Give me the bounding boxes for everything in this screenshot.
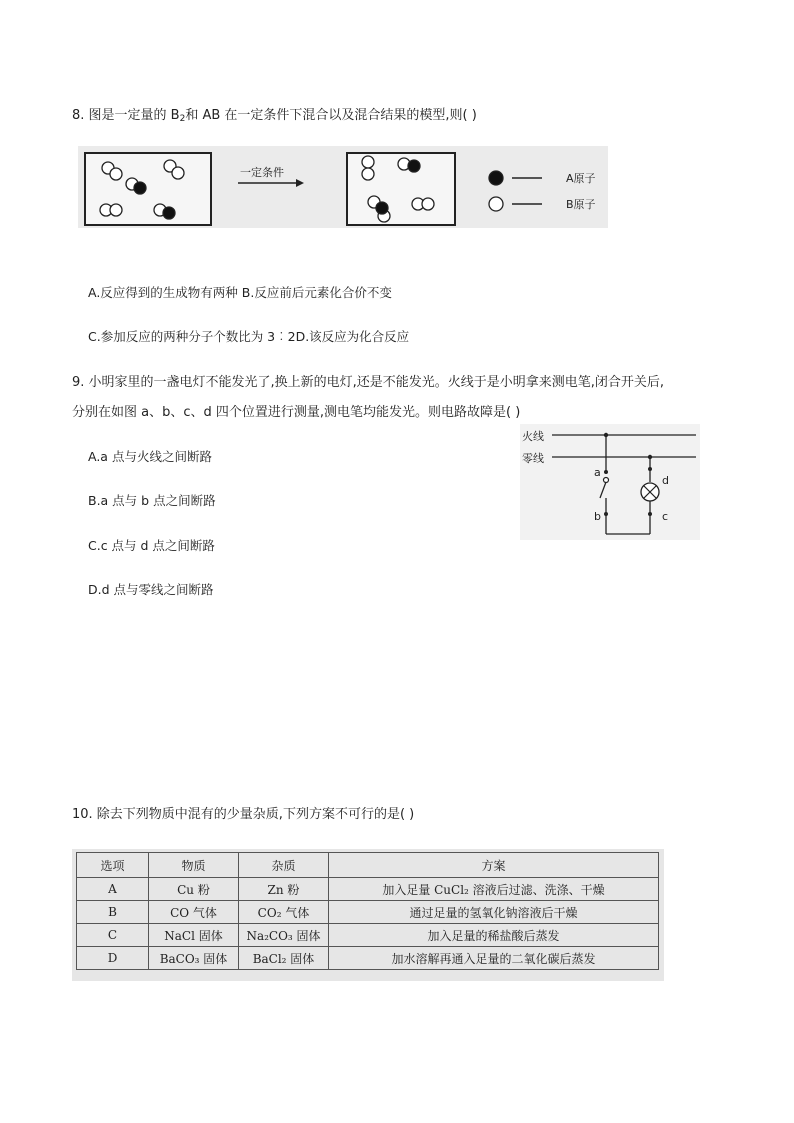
- question-9-option-b: B.a 点与 b 点之间断路: [88, 493, 216, 508]
- cell-substance: Cu 粉: [149, 878, 239, 901]
- header-option: 选项: [77, 853, 149, 878]
- cell-scheme: 通过足量的氢氧化钠溶液后干燥: [329, 901, 659, 924]
- point-a-label: a: [594, 466, 601, 479]
- cell-option: B: [77, 901, 149, 924]
- circuit-figure: [520, 424, 700, 540]
- cell-impurity: Na₂CO₃ 固体: [239, 924, 329, 947]
- question-9-stem-line-2: 分别在如图 a、b、c、d 四个位置进行测量,测电笔均能发光。则电路故障是( ): [72, 405, 521, 420]
- cell-substance: CO 气体: [149, 901, 239, 924]
- arrow-condition-label: 一定条件: [240, 166, 284, 179]
- point-b-label: b: [594, 510, 601, 523]
- header-substance: 物质: [149, 853, 239, 878]
- cell-scheme: 加入足量 CuCl₂ 溶液后过滤、洗涤、干燥: [329, 878, 659, 901]
- circuit-diagram: [520, 424, 700, 540]
- question-9-option-a: A.a 点与火线之间断路: [88, 449, 212, 464]
- neutral-wire-label: 零线: [522, 452, 544, 465]
- legend-a-atom: A原子: [566, 172, 596, 185]
- molecule-diagram: [78, 146, 608, 228]
- question-9-option-c: C.c 点与 d 点之间断路: [88, 538, 215, 553]
- question-10-stem: 10. 除去下列物质中混有的少量杂质,下列方案不可行的是( ): [72, 807, 415, 822]
- cell-scheme: 加水溶解再通入足量的二氧化碳后蒸发: [329, 947, 659, 970]
- point-c-label: c: [662, 510, 669, 523]
- table-row: [77, 878, 659, 901]
- table-header-row: [77, 853, 659, 878]
- table-row: [77, 947, 659, 970]
- cell-impurity: CO₂ 气体: [239, 901, 329, 924]
- table-row: [77, 924, 659, 947]
- table-row: [77, 901, 659, 924]
- point-d-label: d: [662, 474, 669, 487]
- header-impurity: 杂质: [239, 853, 329, 878]
- cell-impurity: Zn 粉: [239, 878, 329, 901]
- legend-b-atom: B原子: [566, 198, 596, 211]
- live-wire-label: 火线: [522, 430, 544, 443]
- molecule-model-figure: [78, 146, 608, 228]
- cell-scheme: 加入足量的稀盐酸后蒸发: [329, 924, 659, 947]
- question-9-stem-line-1: 9. 小明家里的一盏电灯不能发光了,换上新的电灯,还是不能发光。火线于是小明拿来测电笔,闭合开关后,: [72, 375, 665, 390]
- cell-option: C: [77, 924, 149, 947]
- question-9-option-d: D.d 点与零线之间断路: [88, 582, 214, 597]
- question-8-option-line-1: A.反应得到的生成物有两种 B.反应前后元素化合价不变: [88, 285, 392, 300]
- question-8-stem: 8. 图是一定量的 $B_2$和 AB 在一定条件下混合以及混合结果的模型,则( ): [72, 108, 477, 124]
- cell-option: D: [77, 947, 149, 970]
- question-10-table-figure: [72, 849, 664, 981]
- cell-substance: BaCO₃ 固体: [149, 947, 239, 970]
- cell-substance: NaCl 固体: [149, 924, 239, 947]
- header-scheme: 方案: [329, 853, 659, 878]
- cell-option: A: [77, 878, 149, 901]
- question-8-option-line-2: C.参加反应的两种分子个数比为 3︰2D.该反应为化合反应: [88, 329, 410, 344]
- impurity-removal-table: [76, 852, 659, 970]
- cell-impurity: BaCl₂ 固体: [239, 947, 329, 970]
